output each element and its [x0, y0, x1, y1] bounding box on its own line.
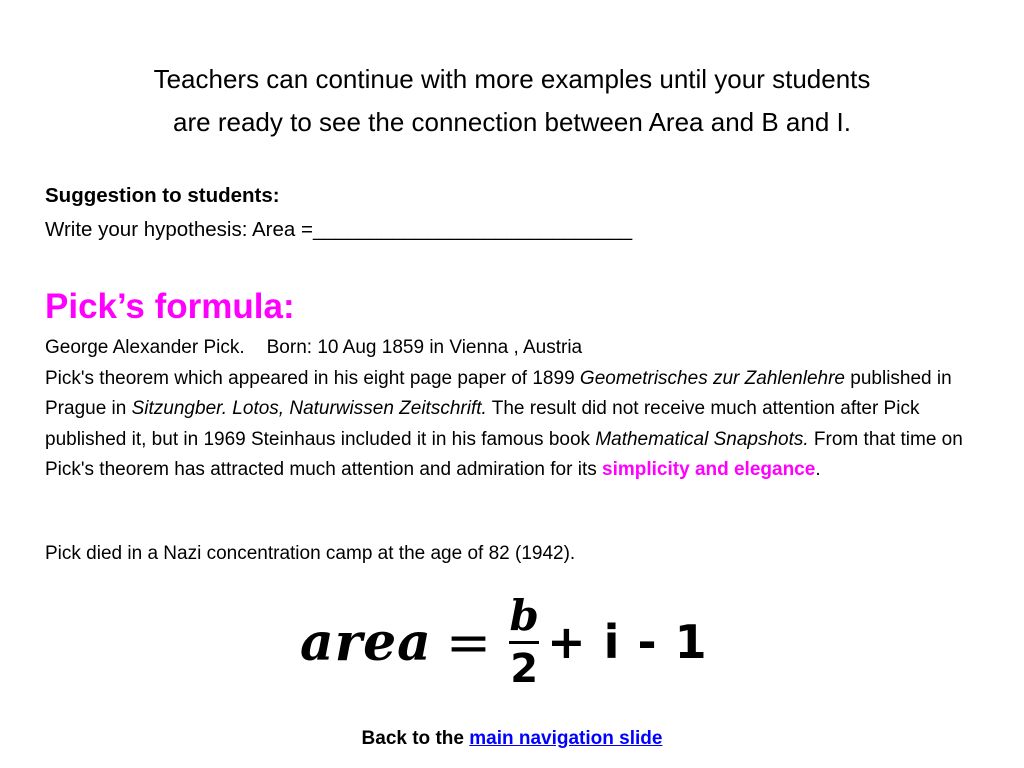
- footer-navigation: [0, 728, 1024, 750]
- footer-prefix: Back to the: [361, 728, 470, 749]
- intro-line-1: Teachers can continue with more examples until your students: [153, 64, 871, 94]
- suggestion-heading: Suggestion to students:: [45, 184, 280, 207]
- formula-numerator: b: [509, 590, 539, 640]
- paragraph-text: published in Prague in: [45, 367, 952, 419]
- formula-denominator: 2: [510, 645, 539, 692]
- pick-theorem-paragraph: [45, 364, 980, 486]
- highlight-text: simplicity and elegance: [602, 459, 816, 480]
- intro-line-2: are ready to see the connection between Area and B and I.: [173, 107, 851, 137]
- journal-title: Sitzungber. Lotos, Naturwissen Zeitschrift.: [131, 398, 487, 419]
- pick-biography: [45, 333, 980, 486]
- pick-death-note: Pick died in a Nazi concentration camp at the age of 82 (1942).: [45, 543, 576, 564]
- pick-born: Born: 10 Aug 1859 in Vienna , Austria: [266, 337, 583, 358]
- hypothesis-line: Write your hypothesis: Area =____________________________: [45, 218, 633, 241]
- paragraph-text: .: [815, 459, 821, 480]
- picks-formula-title: Pick’s formula:: [45, 287, 295, 326]
- fraction-bar: [509, 641, 539, 644]
- paragraph-text: Pick's theorem which appeared in his eight page paper of 1899: [45, 367, 580, 389]
- intro-text: [40, 58, 984, 144]
- paper-title: Geometrisches zur Zahlenlehre: [579, 367, 845, 389]
- formula-equals: =: [445, 610, 492, 674]
- paragraph-text: The result did not receive much attention after Pick published it, but in 1969 Steinhaus included it in his famous book: [45, 398, 920, 450]
- book-title: Mathematical Snapshots.: [595, 428, 809, 450]
- suggestion-block: [45, 179, 985, 247]
- formula-fraction: [509, 590, 539, 692]
- formula-area: area: [300, 611, 432, 673]
- picks-formula-equation: [300, 582, 708, 702]
- formula-rest: + i - 1: [547, 615, 708, 669]
- pick-name: George Alexander Pick.: [45, 337, 245, 358]
- main-navigation-link[interactable]: main navigation slide: [469, 728, 663, 749]
- paragraph-text: From that time on Pick's theorem has attracted much attention and admiration for its: [45, 428, 963, 480]
- pick-name-line: [45, 333, 980, 364]
